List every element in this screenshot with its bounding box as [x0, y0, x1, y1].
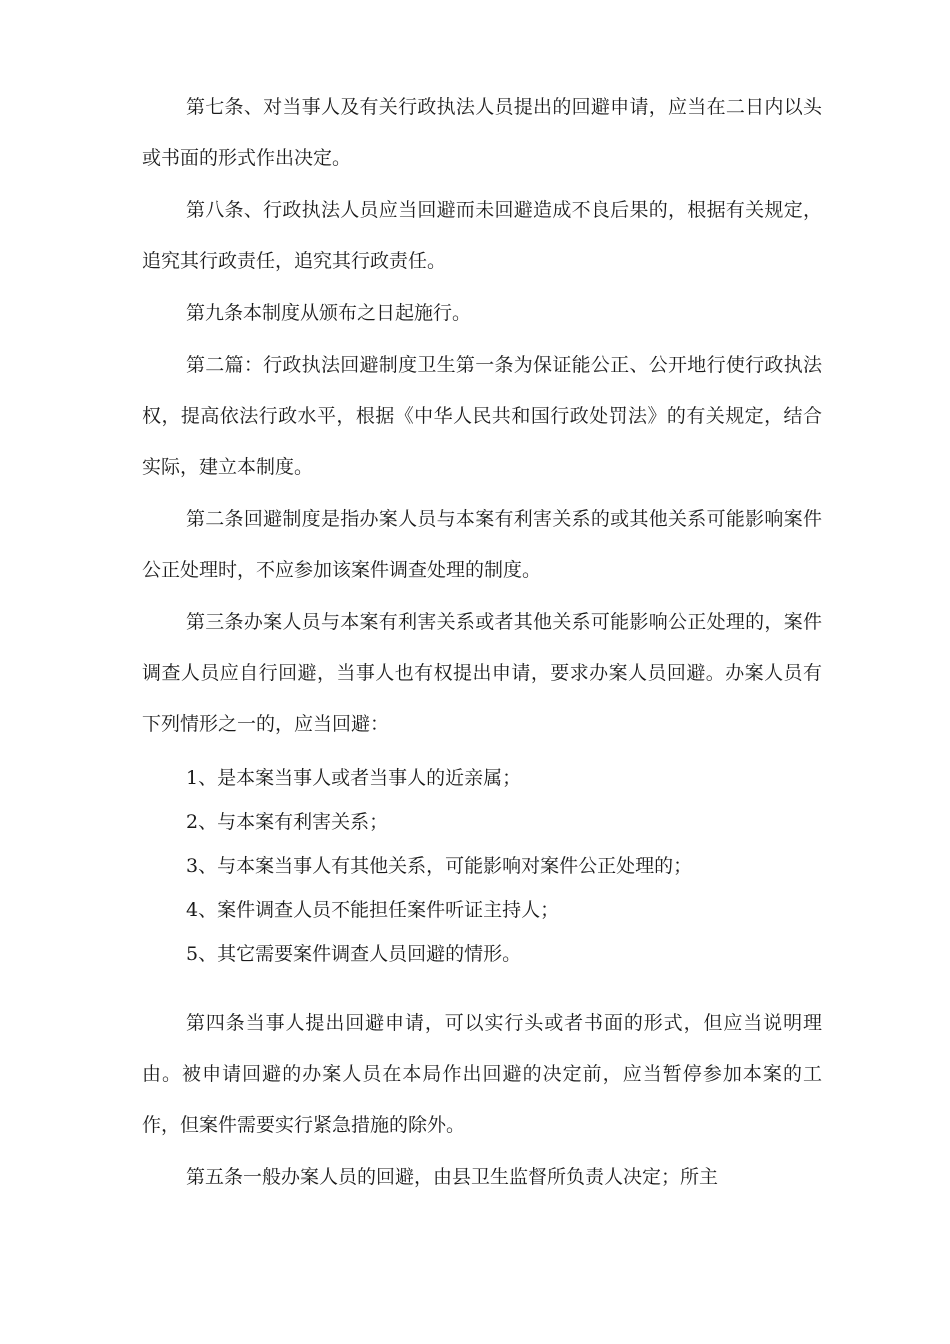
article-9-paragraph: 第九条本制度从颁布之日起施行。	[186, 302, 472, 324]
part-2-article-4-paragraph: 第四条当事人提出回避申请，可以实行头或者书面的形式，但应当说明理由。被申请回避的办案人员在本局作出回避的决定前，应当暂停参加本案的工作，但案件需要实行紧急措施的除外。	[142, 1012, 822, 1136]
document-body	[142, 82, 822, 1204]
list-item: 1、是本案当事人或者当事人的近亲属；	[186, 767, 522, 789]
part-2-article-3-paragraph: 第三条办案人员与本案有利害关系或者其他关系可能影响公正处理的，案件调查人员应自行回避，当事人也有权提出申请，要求办案人员回避。办案人员有下列情形之一的，应当回避：	[142, 611, 822, 735]
part-2-article-1-paragraph: 第二篇：行政执法回避制度卫生第一条为保证能公正、公开地行使行政执法权，提高依法行政水平，根据《中华人民共和国行政处罚法》的有关规定，结合实际，建立本制度。	[142, 354, 822, 478]
list-item: 5、其它需要案件调查人员回避的情形。	[186, 943, 522, 965]
part-2-article-2-paragraph: 第二条回避制度是指办案人员与本案有利害关系的或其他关系可能影响案件公正处理时，不应参加该案件调查处理的制度。	[142, 508, 822, 581]
recusal-conditions-list	[142, 756, 822, 976]
list-item: 2、与本案有利害关系；	[186, 811, 389, 833]
part-2-article-5-paragraph: 第五条一般办案人员的回避，由县卫生监督所负责人决定；所主	[186, 1166, 719, 1188]
list-item: 3、与本案当事人有其他关系，可能影响对案件公正处理的；	[186, 855, 693, 877]
list-item: 4、案件调查人员不能担任案件听证主持人；	[186, 899, 560, 921]
article-8-paragraph: 第八条、行政执法人员应当回避而未回避造成不良后果的，根据有关规定，追究其行政责任，追究其行政责任。	[142, 199, 822, 272]
article-7-paragraph: 第七条、对当事人及有关行政执法人员提出的回避申请，应当在二日内以头或书面的形式作出决定。	[142, 96, 822, 169]
